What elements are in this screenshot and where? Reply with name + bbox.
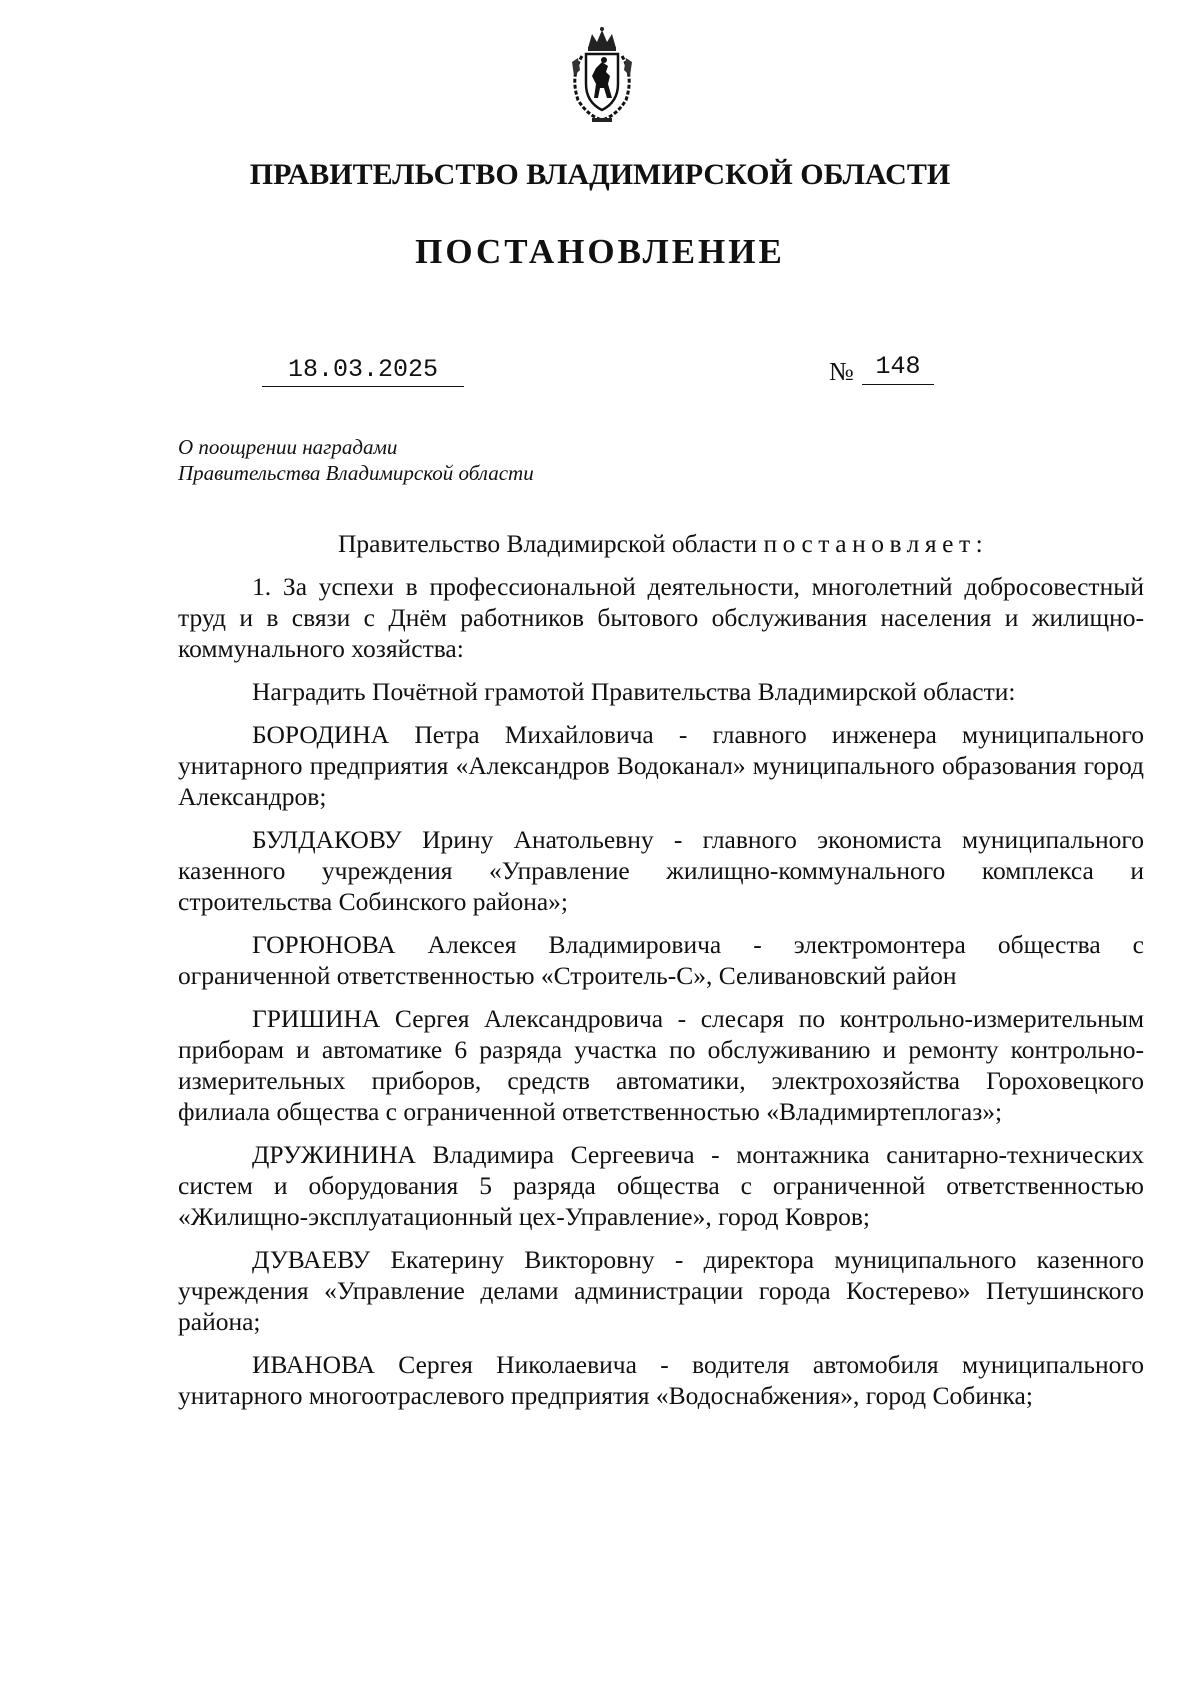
document-date: 18.03.2025 (262, 354, 464, 387)
subject-line-2: Правительства Владимирской области (178, 461, 534, 485)
awardee-paragraph (178, 719, 1144, 812)
preamble-paragraph (178, 528, 1144, 559)
awardee-paragraph (178, 824, 1144, 917)
organization-title: ПРАВИТЕЛЬСТВО ВЛАДИМИРСКОЙ ОБЛАСТИ (249, 158, 951, 191)
number-sign: № (829, 357, 854, 386)
awardee-paragraph (178, 1003, 1144, 1127)
award-paragraph: Наградить Почётной грамотой Правительства Владимирской области: (252, 677, 1016, 706)
awardee-surname: ГРИШИНА (252, 1004, 381, 1033)
awardee-surname: ДУВАЕВУ (252, 1245, 371, 1274)
preamble-text: Правительство Владимирской области (338, 529, 764, 558)
document-type-title: ПОСТАНОВЛЕНИЕ (415, 232, 785, 271)
awardee-details: Владимира Сергеевича - монтажника санитарно-технических систем и оборудования 5 разряда общества с ограниченной ответственностью «Жилищно-эксплуатационный цех-Управление», город Ковров; (178, 1140, 1144, 1231)
subject-line-1: О поощрении наградами (178, 435, 398, 459)
awardee-details: Екатерину Викторовну - директора муниципального казенного учреждения «Управление делами администрации города Костерево» Петушинского района; (178, 1245, 1144, 1336)
preamble-decree-word: постановляет: (763, 529, 989, 558)
awardee-details: Алексея Владимировича - электромонтера общества с ограниченной ответственностью «Строитель-С», Селивановский район (178, 930, 1144, 990)
awardee-surname: ГОРЮНОВА (252, 930, 396, 959)
awardee-paragraph (178, 1244, 1144, 1337)
coat-of-arms-icon (552, 26, 652, 126)
document-subject (178, 434, 534, 486)
awardee-surname: БУЛДАКОВУ (252, 825, 402, 854)
awardee-paragraph (178, 1349, 1144, 1411)
awardee-details: Ирину Анатольевну - главного экономиста муниципального казенного учреждения «Управление жилищно-коммунального комплекса и строительства Собинского района»; (178, 825, 1144, 916)
awardee-surname: БОРОДИНА (252, 720, 390, 749)
awardee-surname: ИВАНОВА (252, 1350, 375, 1379)
awardee-details: Сергея Александровича - слесаря по контрольно-измерительным приборам и автоматике 6 разряда участка по обслуживанию и ремонту контрольно-измерительных приборов, средств автоматики, электрохозяйства Гороховецкого филиала общества с ограниченной ответственностью «Владимиртеплогаз»; (178, 1004, 1144, 1126)
awardee-paragraph (178, 929, 1144, 991)
awardee-details: Петра Михайловича - главного инженера муниципального унитарного предприятия «Александров Водоканал» муниципального образования город Александров; (178, 720, 1144, 811)
document-number: 148 (862, 352, 934, 385)
awardee-paragraph (178, 1139, 1144, 1232)
awardee-surname: ДРУЖИНИНА (252, 1140, 416, 1169)
document-body (178, 528, 1144, 1423)
awardee-details: Сергея Николаевича - водителя автомобиля муниципального унитарного многоотраслевого предприятия «Водоснабжения», город Собинка; (178, 1350, 1144, 1410)
clause-1-paragraph: 1. За успехи в профессиональной деятельности, многолетний добросовестный труд и в связи с Днём работников бытового обслуживания населения и жилищно-коммунального хозяйства: (178, 572, 1144, 663)
